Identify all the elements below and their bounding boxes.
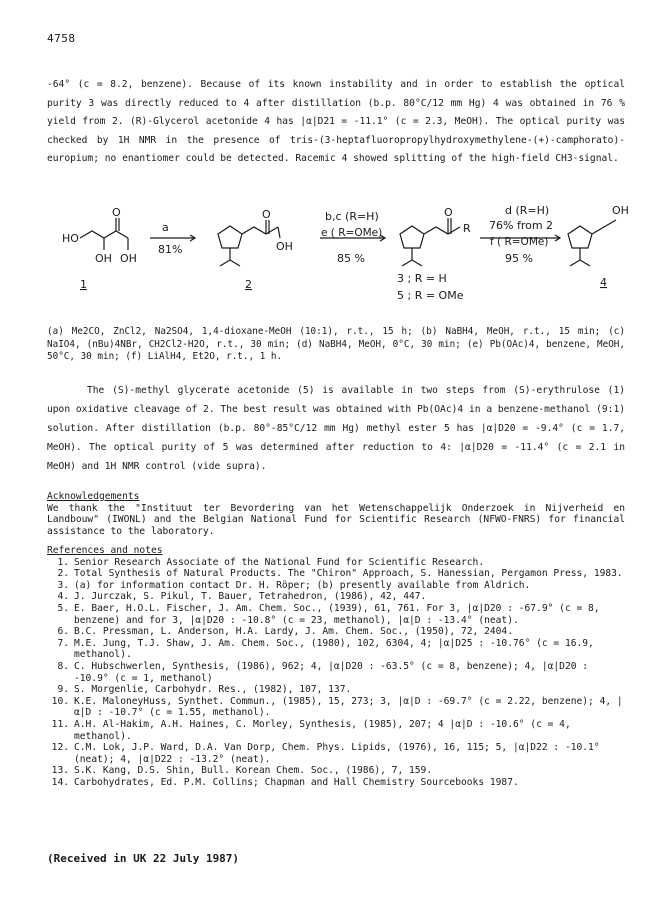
references-section xyxy=(47,545,627,788)
reference-text: M.E. Jung, T.J. Shaw, J. Am. Chem. Soc., (1980), 102, 6304, 4; |α|D25 : -10.76° (c = 16.9, methanol). xyxy=(74,637,594,661)
atom-HO: HO xyxy=(62,232,79,245)
reference-number: 2. xyxy=(57,568,69,580)
reference-number: 8. xyxy=(57,660,69,672)
references-heading: References and notes xyxy=(47,545,163,556)
received-date: (Received in UK 22 July 1987) xyxy=(47,852,240,865)
reference-item xyxy=(47,557,627,569)
reference-text: B.C. Pressman, L. Anderson, H.A. Lardy, J. Am. Chem. Soc., (1950), 72, 2404. xyxy=(74,626,513,638)
atom-OH-2: OH xyxy=(120,252,137,265)
reference-number: 4. xyxy=(57,591,69,603)
atom-O-ketone-1: O xyxy=(112,206,121,219)
arrow-2-bottom-label: 85 % xyxy=(337,252,365,265)
compound-label-1: 1 xyxy=(80,278,87,291)
atom-OH-4: OH xyxy=(612,204,629,217)
compound-label-2: 2 xyxy=(245,278,252,291)
reference-number: 14. xyxy=(51,776,69,788)
reference-item xyxy=(47,580,627,592)
reference-item xyxy=(47,719,627,742)
reference-text: K.E. MaloneyHuss, Synthet. Commun., (1985), 15, 273; 3, |α|D : -69.7° (c = 2.22, benzene); 4, |α|D : -10.7° (c = 1.55, methanol). xyxy=(74,695,623,719)
reference-number: 12. xyxy=(51,742,69,754)
reference-item xyxy=(47,661,627,684)
arrow-3-mid2-label: f ( R=OMe) xyxy=(490,236,549,248)
reference-item xyxy=(47,591,627,603)
reference-number: 7. xyxy=(57,637,69,649)
reference-item xyxy=(47,626,627,638)
arrow-2-top-label: b,c (R=H) xyxy=(325,210,379,223)
atom-OH-1: OH xyxy=(95,252,112,265)
arrow-1-bottom-label: 81% xyxy=(158,243,183,256)
arrow-3-top-label: d (R=H) xyxy=(505,204,550,217)
body-paragraph-1: -64° (c = 8.2, benzene). Because of its known instability and in order to establish the optical purity 3 was directly reduced to 4 after distillation (b.p. 80°C/12 mm Hg) 4 was obtained in 76 % yield from 2. (R)-Glycerol acetonide 4 has |α|D21 = -11.1° (c = 2.3, MeOH). The optical purity was checked by 1H NMR in the presence of tris-(3-heptafluoropropylhydroxymethylene-(+)-camphorato)-europium; no enantiomer could be detected. Racemic 4 showed splitting of the high-field CH3-signal. xyxy=(47,79,625,164)
reference-text: A.H. Al-Hakim, A.H. Haines, C. Morley, Synthesis, (1985), 207; 4 |α|D : -10.6° (c = 4, methanol). xyxy=(74,718,571,742)
reference-item xyxy=(47,696,627,719)
reference-number: 9. xyxy=(57,684,69,696)
references-list xyxy=(47,557,627,789)
arrow-3-bottom-label: 95 % xyxy=(505,252,533,265)
reference-item xyxy=(47,568,627,580)
compound-label-5: 5 ; R = OMe xyxy=(397,289,464,302)
reference-number: 6. xyxy=(57,626,69,638)
reference-item xyxy=(47,742,627,765)
compound-3-ring xyxy=(400,226,424,248)
reaction-conditions: (a) Me2CO, ZnCl2, Na2SO4, 1,4-dioxane-MeOH (10:1), r.t., 15 h; (b) NaBH4, MeOH, r.t., 15 min; (c) NaIO4, (nBu)4NBr, CH2Cl2-H2O, r.t., 30 min; (d) NaBH4, MeOH, 0°C, 30 min; (e) Pb(OAc)4, benzene, MeOH, 50°C, 30 min; (f) LiAlH4, Et2O, r.t., 1 h. xyxy=(47,326,625,362)
acknowledgements-heading: Acknowledgements xyxy=(47,491,140,502)
reference-text: Carbohydrates, Ed. P.M. Collins; Chapman and Hall Chemistry Sourcebooks 1987. xyxy=(74,776,519,788)
atom-OH-3: OH xyxy=(276,240,293,253)
reference-item xyxy=(47,684,627,696)
reference-item xyxy=(47,765,627,777)
reference-text: C. Hubschwerlen, Synthesis, (1986), 962; 4, |α|D20 : -63.5° (c = 8, benzene); 4, |α|D20 : -10.9° (c = 1, methanol) xyxy=(74,660,589,684)
reference-item xyxy=(47,603,627,626)
compound-1-backbone xyxy=(80,231,128,238)
reference-text: S.K. Kang, D.S. Shin, Bull. Korean Chem. Soc., (1986), 7, 159. xyxy=(74,765,433,777)
reference-number: 13. xyxy=(51,765,69,777)
reference-item xyxy=(47,638,627,661)
reference-item xyxy=(47,777,627,789)
reference-number: 10. xyxy=(51,695,69,707)
atom-O-ketone-2: O xyxy=(262,208,271,221)
arrow-3-mid1-label: 76% from 2 xyxy=(489,219,554,232)
compound-4-ring xyxy=(568,226,592,248)
reference-number: 5. xyxy=(57,602,69,614)
atom-R: R xyxy=(463,222,471,235)
reference-text: S. Morgenlie, Carbohydr. Res., (1982), 107, 137. xyxy=(74,684,352,696)
acknowledgements-section xyxy=(47,491,625,537)
page-number: 4758 xyxy=(47,32,76,45)
arrow-2-mid-label: e ( R=OMe) xyxy=(321,227,383,239)
reference-text: Senior Research Associate of the National Fund for Scientific Research. xyxy=(74,556,485,568)
compound-label-3: 3 ; R = H xyxy=(397,272,447,285)
acknowledgements-text: We thank the "Instituut ter Bevordering van het Wetenschappelijk Onderzoek in Nijverheid en Landbouw" (IWONL) and the Belgian National Fund for Scientific Research (NFWO-FNRS) for financial assistance to the laboratory. xyxy=(47,502,625,537)
reaction-scheme xyxy=(40,196,640,316)
reference-number: 3. xyxy=(57,579,69,591)
reference-number: 1. xyxy=(57,556,69,568)
atom-O-ketone-3: O xyxy=(444,206,453,219)
reference-text: Total Synthesis of Natural Products. The "Chiron" Approach, S. Hanessian, Pergamon Press, 1983. xyxy=(74,568,623,580)
reference-number: 11. xyxy=(51,718,69,730)
reference-text: C.M. Lok, J.P. Ward, D.A. Van Dorp, Chem. Phys. Lipids, (1976), 16, 115; 5, |α|D22 : -10.1° (neat); 4, |α|D22 : -13.2° (neat). xyxy=(74,742,600,765)
reference-text: (a) for information contact Dr. H. Röper; (b) presently available from Aldrich. xyxy=(74,579,531,591)
reaction-scheme-svg xyxy=(40,196,640,316)
arrow-1-top-label: a xyxy=(162,221,169,234)
compound-2-ring xyxy=(218,226,242,248)
reference-text: E. Baer, H.O.L. Fischer, J. Am. Chem. Soc., (1939), 61, 761. For 3, |α|D20 : -67.9° (c = 8, benzene) and for 3, |α|D20 : -10.8° (c = 23, methanol), |α|D : -13.4° (neat). xyxy=(74,602,600,626)
reference-text: J. Jurczak, S. Pikul, T. Bauer, Tetrahedron, (1986), 42, 447. xyxy=(74,591,427,603)
compound-label-4: 4 xyxy=(600,276,607,289)
body-paragraph-2: The (S)-methyl glycerate acetonide (5) is available in two steps from (S)-erythrulose (1) upon oxidative cleavage of 2. The best result was obtained with Pb(OAc)4 in a benzene-methanol (9:1) solution. After distillation (b.p. 80°-85°C/12 mm Hg) methyl ester 5 has |α|D20 = -9.4° (c = 1.7, MeOH). The optical purity of 5 was determined after reduction to 4: |α|D20 = -11.4° (c = 2.1 in MeOH) and 1H NMR control (vide supra). xyxy=(47,385,625,472)
